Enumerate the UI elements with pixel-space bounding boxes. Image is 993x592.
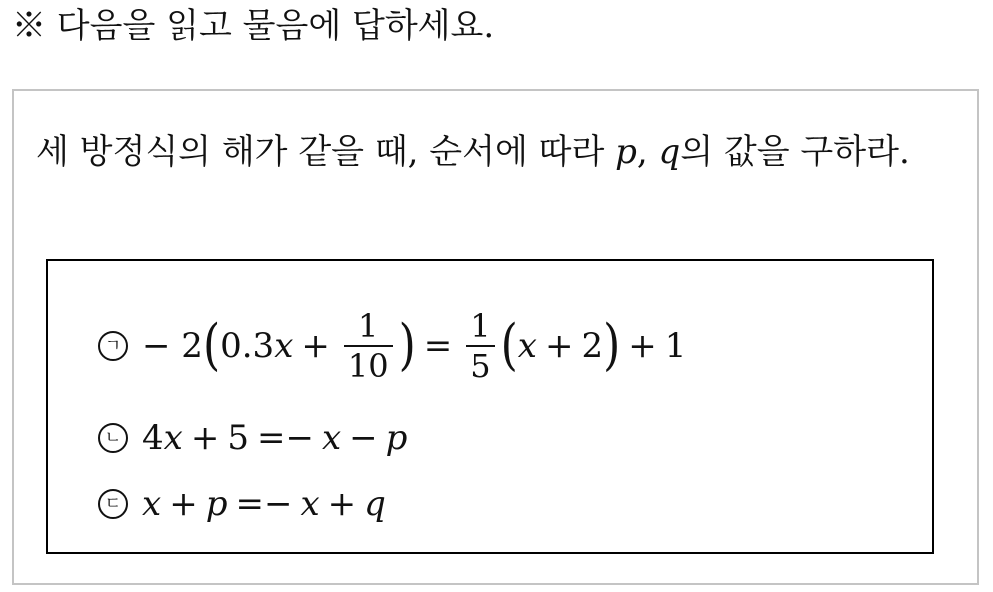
variable-q: q	[658, 132, 681, 172]
eq2-plus: +	[190, 418, 220, 458]
eq3-p: p	[205, 484, 228, 524]
eq2-p: p	[385, 418, 408, 458]
eq1-plus2: +	[544, 326, 574, 366]
marker-digeut: ㄷ	[98, 489, 128, 519]
question-box	[12, 89, 979, 585]
eq1-x: x	[274, 326, 294, 366]
fraction-one-tenth	[344, 307, 393, 385]
eq3-equals-minus: =−	[235, 484, 293, 524]
eq1-lparen: (	[202, 313, 221, 378]
eq3-plus2: +	[327, 484, 357, 524]
eq1-rparen2: )	[603, 313, 621, 378]
fraction-one-fifth	[466, 307, 494, 385]
eq2-x2: x	[321, 418, 342, 458]
question-comma: ,	[636, 132, 659, 172]
fraction-numerator: 1	[358, 307, 379, 345]
question-text-before: 세 방정식의 해가 같을 때, 순서에 따라	[36, 132, 616, 172]
equation-1	[98, 301, 686, 391]
eq1-rparen: )	[398, 313, 416, 378]
marker-nieun: ㄴ	[98, 423, 128, 453]
equation-3	[98, 479, 386, 529]
eq2-minus: −	[349, 418, 378, 458]
question-text-after: 의 값을 구하라.	[680, 132, 910, 172]
eq3-plus: +	[169, 484, 198, 524]
fraction-numerator: 1	[470, 307, 491, 345]
eq1-equals: =	[423, 326, 453, 366]
eq1-one: 1	[664, 326, 687, 366]
equations-box	[46, 259, 934, 554]
eq1-plus3: +	[628, 326, 657, 366]
marker-giyeok: ㄱ	[98, 331, 128, 361]
eq2-equals-minus: =−	[256, 418, 314, 458]
equation-2	[98, 413, 407, 463]
variable-p: p	[615, 132, 637, 172]
eq1-lparen2: (	[500, 313, 518, 378]
eq1-plus: +	[301, 326, 330, 366]
eq1-decimal: 0.3	[220, 326, 275, 366]
eq2-coef: 4	[142, 418, 164, 458]
eq1-x2: x	[517, 326, 537, 366]
eq3-x: x	[142, 484, 162, 524]
eq3-q: q	[364, 484, 386, 524]
eq1-two: 2	[581, 326, 604, 366]
instruction-text: ※ 다음을 읽고 물음에 답하세요.	[12, 6, 495, 46]
eq2-const: 5	[227, 418, 249, 458]
eq3-x2: x	[300, 484, 320, 524]
eq2-x: x	[163, 418, 183, 458]
equation-3-math	[142, 484, 386, 524]
equation-2-math	[142, 418, 407, 458]
fraction-denominator: 10	[347, 347, 389, 385]
equation-1-math	[142, 307, 686, 385]
fraction-denominator: 5	[470, 347, 491, 385]
eq1-lead: − 2	[142, 326, 203, 366]
question-text	[36, 121, 936, 183]
